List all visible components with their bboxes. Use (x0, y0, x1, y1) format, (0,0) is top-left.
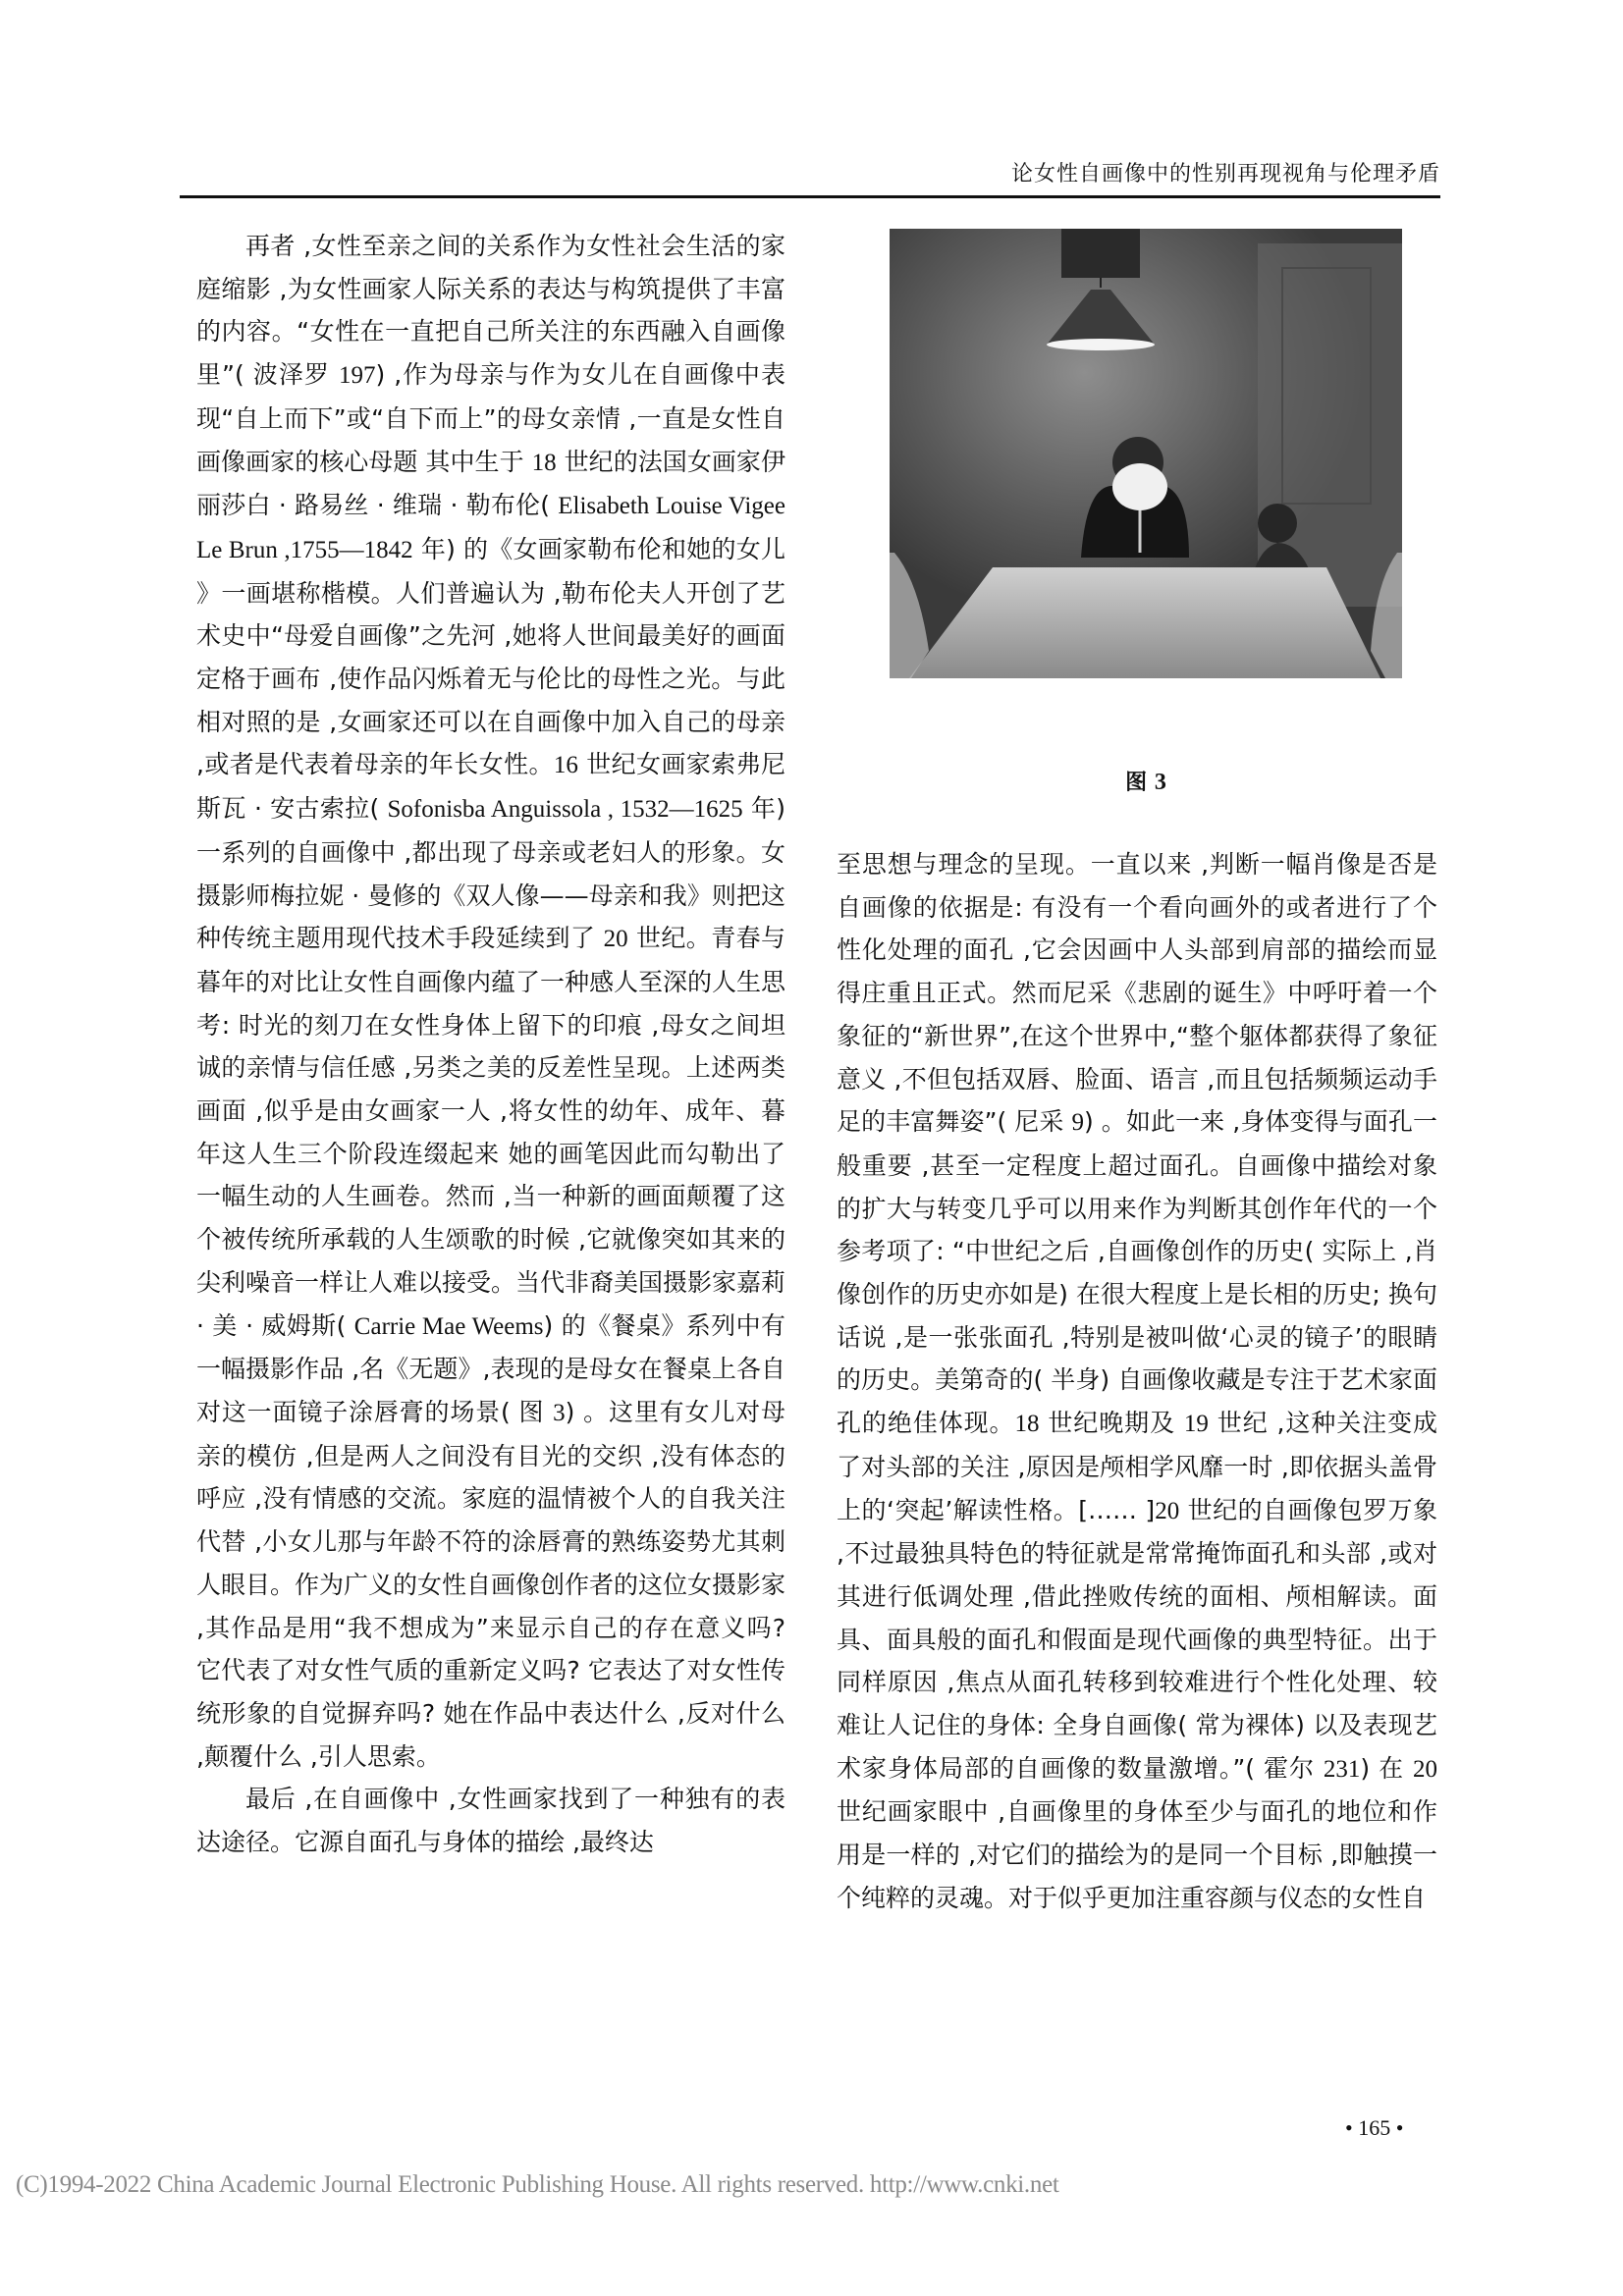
text-run: 年) 一系列的自画像中 ,都出现了母亲或老妇人的形象。女摄影师梅拉妮 · 曼修的《双人像——母亲和我》则把这种传统主题用现代技术手段延续到了 (196, 794, 786, 953)
copyright-notice: (C)1994-2022 China Academic Journal Electronic Publishing House. All rights reserved. http://www.cnki.net (16, 2171, 1059, 2198)
text-run: 至思想与理念的呈现。一直以来 ,判断一幅肖像是否是自画像的依据是: 有没有一个看向画外的或者进行了个性化处理的面孔 ,它会因画中人头部到肩部的描绘而显得庄重且正式。然而尼采《悲剧的诞生》中呼吁着一个象征的“新世界”,在这个世界中,“整个躯体都获得了象征意义 ,不但包括双唇、脸面、语言 ,而且包括频频运动手足的丰富舞姿”( 尼采 (837, 850, 1437, 1137)
paragraph (196, 1778, 785, 1863)
text-run: 世纪画家眼中 ,自画像里的身体至少与面孔的地位和作用是一样的 ,对它们的描绘为的是同一个目标 ,即触摸一个纯粹的灵魂。对于似乎更加注重容颜与仪态的女性自 (837, 1797, 1437, 1912)
right-column (837, 843, 1437, 1920)
mirror (1112, 463, 1167, 510)
text-run: 世纪的法国女画家伊丽莎白 · 路易丝 · 维瑞 · 勒布伦( (196, 447, 785, 520)
text-run: ) ,作为母亲与作为女儿在自画像中表现“自上而下”或“自下而上”的母女亲情 ,一直是女性自画像画家的核心母题 其中生于 (196, 360, 785, 476)
running-title: 论女性自画像中的性别再现视角与伦理矛盾 (1010, 162, 1440, 187)
text-run: 世纪晚期及 (1039, 1409, 1184, 1438)
text-run: 最后 ,在自画像中 ,女性画家找到了一种独有的表达途径。它源自面孔与身体的描绘 ,最终达 (196, 1785, 785, 1857)
latin-text-run: Sofonisba Anguissola , 1532—1625 (387, 796, 743, 824)
latin-text-run: 197 (338, 362, 376, 390)
paragraph (196, 225, 785, 1778)
text-run: ) 。如此一来 ,身体变得与面孔一般重要 ,甚至一定程度上超过面孔。自画像中描绘对象的扩大与转变几乎可以用来作为判断其创作年代的一个参考项了: “中世纪之后 ,自画像创作的历史( 实际上 ,肖像创作的历史亦如是) 在很大程度上是长相的历史; 换句话说 ,是一张张面孔 ,特别是被叫做‘心灵的镜子’的眼睛的历史。美第奇的( 半身) 自画像收藏是专注于艺术家面孔的绝佳体现。 (837, 1107, 1437, 1438)
text-run: 世纪 ,这种关注变成了对头部的关注 ,原因是颅相学风靡一时 ,即依据头盖骨上的‘突起’解读性格。[…… ] (837, 1409, 1437, 1524)
paragraph (837, 843, 1437, 1920)
text-run: 年) 的《女画家勒布伦和她的女儿》一画堪称楷模。人们普遍认为 ,勒布伦夫人开创了艺术史中“母爱自画像”之先河 ,她将人世间最美好的画面定格于画布 ,使作品闪烁着无与伦比的母性之光。与此相对照的是 ,女画家还可以在自画像中加入自己的母亲 ,或者是代表着母亲的年长女性。 (196, 534, 785, 779)
lamp-light (1047, 339, 1155, 350)
ceiling-fixture (1061, 229, 1140, 278)
text-run: 世纪女画家索弗尼斯瓦 · 安古索拉( (196, 750, 786, 824)
text-run: ) 在 (1360, 1753, 1413, 1783)
page-number: • 165 • (1345, 2115, 1404, 2140)
latin-text-run: Elisabeth Louise Vigee Le Brun ,1755—1842 (196, 493, 785, 563)
figure-3-photograph (890, 229, 1402, 678)
figure-caption (890, 766, 1402, 796)
caption-number: 3 (1154, 770, 1166, 795)
latin-text-run: 20 (1413, 1755, 1437, 1783)
latin-text-run: Carrie Mae Weems (353, 1312, 544, 1340)
latin-text-run: 19 (1183, 1411, 1209, 1438)
text-run: ) 的《餐桌》系列中有一幅摄影作品 ,名《无题》,表现的是母女在餐桌上各自对这一面镜子涂唇膏的场景( 图 (196, 1310, 785, 1426)
text-run: 世纪的自画像包罗万象 ,不过最独具特色的特征就是常常掩饰面孔和头部 ,或对其进行低调处理 ,借此挫败传统的面相、颅相解读。面具、面具般的面孔和假面是现代画像的典型特征。出于同样原因 ,焦点从面孔转移到较难进行个性化处理、较难让人记住的身体: 全身自画像( 常为裸体) 以及表现艺术家身体局部的自画像的数量激增。”( 霍尔 (837, 1495, 1437, 1783)
latin-text-run: 9 (1071, 1109, 1085, 1137)
kitchen-table-photo (890, 229, 1402, 678)
caption-prefix: 图 (1125, 771, 1148, 795)
daughter-head (1258, 504, 1297, 543)
header-rule (180, 195, 1440, 198)
text-run: 世纪。青春与暮年的对比让女性自画像内蕴了一种感人至深的人生思考: 时光的刻刀在女性身体上留下的印痕 ,母女之间坦诚的亲情与信任感 ,另类之美的反差性呈现。上述两类画面 ,似乎是由女画家一人 ,将女性的幼年、成年、暮年这人生三个阶段连缀起来 她的画笔因此而勾勒出了一幅生动的人生画卷。然而 ,当一种新的画面颠覆了这个被传统所承载的人生颂歌的时候 ,它就像突如其来的尖利噪音一样让人难以接受。当代非裔美国摄影家嘉莉 · 美 · 威姆斯( (196, 924, 786, 1340)
latin-text-run: 231 (1323, 1755, 1361, 1783)
latin-text-run: 20 (603, 926, 628, 953)
latin-text-run: 18 (531, 449, 557, 476)
text-run: 再者 ,女性至亲之间的关系作为女性社会生活的家庭缩影 ,为女性画家人际关系的表达与构筑提供了丰富的内容。“女性在一直把自己所关注的东西融入自画像里”( 波泽罗 (196, 232, 785, 390)
latin-text-run: 18 (1014, 1411, 1040, 1438)
latin-text-run: 16 (553, 752, 578, 779)
left-column (196, 225, 785, 1864)
latin-text-run: 20 (1155, 1497, 1180, 1524)
latin-text-run: 3 (553, 1399, 566, 1426)
text-run: ) 。这里有女儿对母亲的模仿 ,但是两人之间没有目光的交织 ,没有体态的呼应 ,没有情感的交流。家庭的温情被个人的自我关注代替 ,小女儿那与年龄不符的涂唇膏的熟练姿势尤其刺人眼目。作为广义的女性自画像创作者的这位女摄影家 ,其作品是用“我不想成为”来显示自己的存在意义吗? 它代表了对女性气质的重新定义吗? 它表达了对女性传统形象的自觉摒弃吗? 她在作品中表达什么 ,反对什么 ,颠覆什么 ,引人思索。 (196, 1397, 786, 1771)
